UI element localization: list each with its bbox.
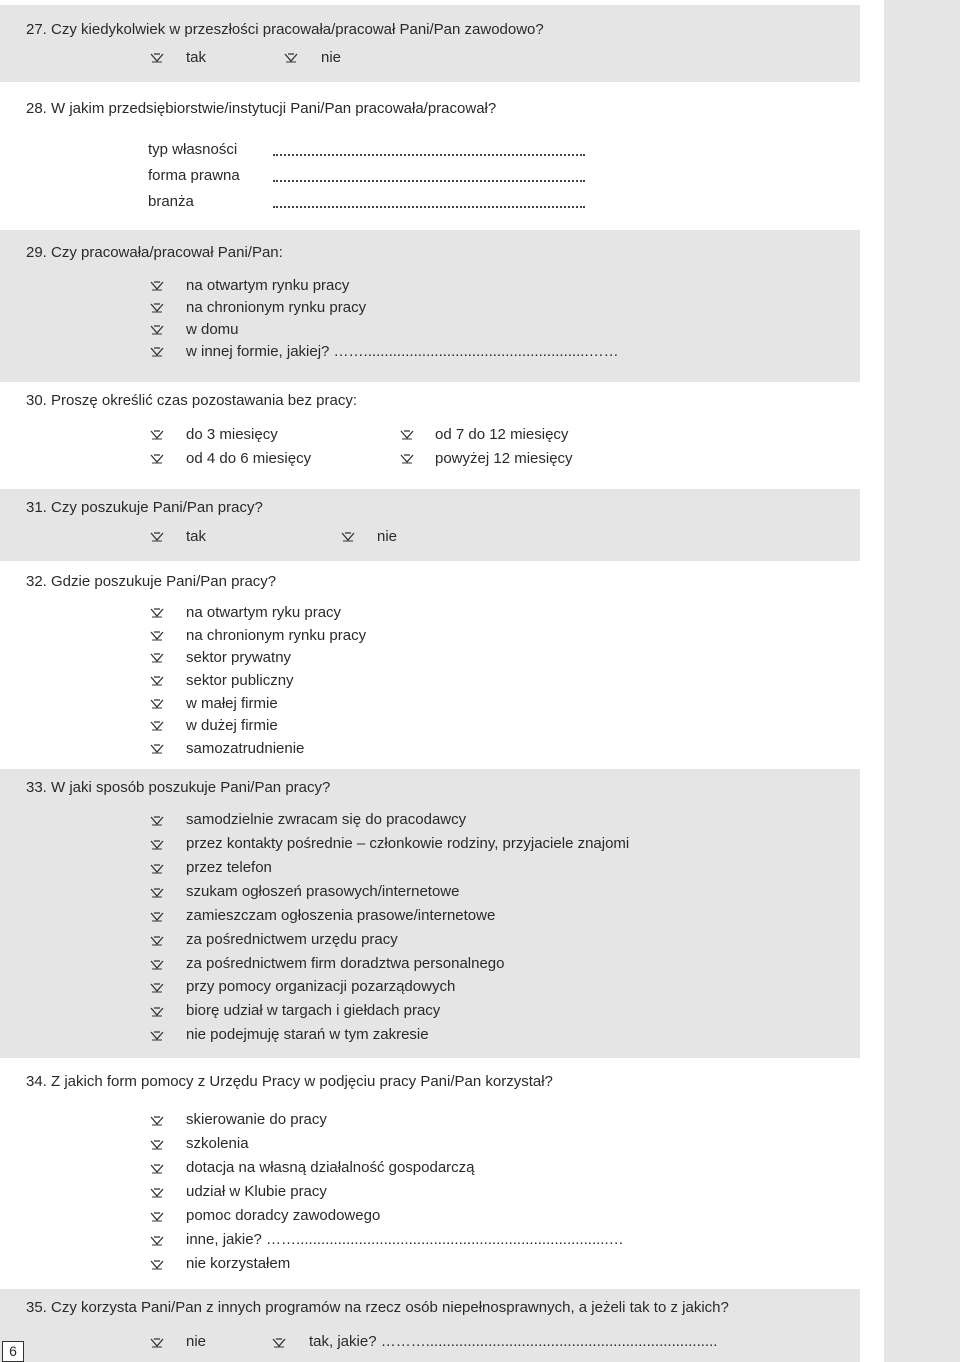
q29-question: 29. Czy pracowała/pracował Pani/Pan: [26, 244, 283, 261]
checkbox-icon[interactable] [150, 1115, 164, 1127]
checkbox-icon[interactable] [400, 429, 414, 441]
checkbox-icon[interactable] [150, 1163, 164, 1175]
q32-option: sektor prywatny [186, 649, 292, 666]
q30-option: powyżej 12 miesięcy [435, 450, 573, 467]
q28-field-label: branża [148, 193, 194, 210]
q34-option: pomoc doradcy zawodowego [186, 1207, 381, 1224]
q35-option-no: nie [186, 1333, 207, 1350]
checkbox-icon[interactable] [150, 1030, 164, 1042]
checkbox-icon[interactable] [150, 743, 164, 755]
q33-option: przy pomocy organizacji pozarządowych [186, 978, 456, 995]
checkbox-icon[interactable] [150, 52, 164, 64]
checkbox-icon[interactable] [150, 982, 164, 994]
q28-question: 28. W jakim przedsiębiorstwie/instytucji Pani/Pan pracowała/pracował? [26, 100, 497, 117]
checkbox-icon[interactable] [150, 815, 164, 827]
checkbox-icon[interactable] [150, 675, 164, 687]
q34-option: nie korzystałem [186, 1255, 291, 1272]
q29-option: na otwartym rynku pracy [186, 277, 350, 294]
q32-option: na otwartym ryku pracy [186, 604, 342, 621]
checkbox-icon[interactable] [150, 1337, 164, 1349]
q28-field-label: typ własności [148, 141, 238, 158]
q34-option: szkolenia [186, 1135, 249, 1152]
checkbox-icon[interactable] [150, 911, 164, 923]
checkbox-icon[interactable] [400, 453, 414, 465]
q27-option-yes: tak [186, 49, 207, 66]
q28-field-label: forma prawna [148, 167, 240, 184]
checkbox-icon[interactable] [150, 429, 164, 441]
checkbox-icon[interactable] [272, 1337, 286, 1349]
checkbox-icon[interactable] [341, 531, 355, 543]
q35-question: 35. Czy korzysta Pani/Pan z innych programów na rzecz osób niepełnosprawnych, a jeżeli tak to z jakich? [26, 1299, 729, 1316]
q29-option: w domu [186, 321, 239, 338]
checkbox-icon[interactable] [150, 1235, 164, 1247]
q33-option: szukam ogłoszeń prasowych/internetowe [186, 883, 460, 900]
q31-option-no: nie [377, 528, 398, 545]
checkbox-icon[interactable] [150, 453, 164, 465]
checkbox-icon[interactable] [150, 839, 164, 851]
q34-option: dotacja na własną działalność gospodarczą [186, 1159, 475, 1176]
checkbox-icon[interactable] [150, 280, 164, 292]
q33-option: biorę udział w targach i giełdach pracy [186, 1002, 441, 1019]
checkbox-icon[interactable] [150, 1259, 164, 1271]
q28-answer-line[interactable] [273, 198, 585, 208]
checkbox-icon[interactable] [150, 531, 164, 543]
q30-option: do 3 miesięcy [186, 426, 278, 443]
page-number: 6 [2, 1341, 24, 1362]
q28-answer-line[interactable] [273, 146, 585, 156]
q35-option-yes: tak, jakie? ………...................................................................... [309, 1333, 718, 1350]
checkbox-icon[interactable] [150, 959, 164, 971]
q33-option: nie podejmuję starań w tym zakresie [186, 1026, 429, 1043]
q27-question: 27. Czy kiedykolwiek w przeszłości pracowała/pracował Pani/Pan zawodowo? [26, 21, 544, 38]
q33-question: 33. W jaki sposób poszukuje Pani/Pan pracy? [26, 779, 331, 796]
checkbox-icon[interactable] [150, 302, 164, 314]
checkbox-icon[interactable] [150, 698, 164, 710]
checkbox-icon[interactable] [150, 1139, 164, 1151]
q29-option: na chronionym rynku pracy [186, 299, 367, 316]
checkbox-icon[interactable] [150, 863, 164, 875]
q30-option: od 4 do 6 miesięcy [186, 450, 312, 467]
q27-option-no: nie [321, 49, 342, 66]
q27-band [0, 5, 860, 82]
q31-option-yes: tak [186, 528, 207, 545]
q32-option: samozatrudnienie [186, 740, 305, 757]
q29-option: w innej formie, jakiej? ……......................................................…… [186, 343, 619, 360]
q33-option: zamieszczam ogłoszenia prasowe/internetowe [186, 907, 496, 924]
page-side-margin [884, 0, 960, 1362]
q34-option: inne, jakie? ……...........................................................................… [186, 1231, 624, 1248]
q32-option: w małej firmie [186, 695, 278, 712]
checkbox-icon[interactable] [150, 720, 164, 732]
checkbox-icon[interactable] [284, 52, 298, 64]
q33-option: za pośrednictwem firm doradztwa personalnego [186, 955, 505, 972]
q33-option: samodzielnie zwracam się do pracodawcy [186, 811, 467, 828]
checkbox-icon[interactable] [150, 887, 164, 899]
checkbox-icon[interactable] [150, 1006, 164, 1018]
q34-option: udział w Klubie pracy [186, 1183, 327, 1200]
q32-question: 32. Gdzie poszukuje Pani/Pan pracy? [26, 573, 277, 590]
q34-question: 34. Z jakich form pomocy z Urzędu Pracy w podjęciu pracy Pani/Pan korzystał? [26, 1073, 553, 1090]
checkbox-icon[interactable] [150, 607, 164, 619]
q32-option: na chronionym rynku pracy [186, 627, 367, 644]
checkbox-icon[interactable] [150, 1187, 164, 1199]
q33-option: przez telefon [186, 859, 272, 876]
checkbox-icon[interactable] [150, 346, 164, 358]
q28-answer-line[interactable] [273, 172, 585, 182]
checkbox-icon[interactable] [150, 935, 164, 947]
checkbox-icon[interactable] [150, 630, 164, 642]
q33-option: przez kontakty pośrednie – członkowie rodziny, przyjaciele znajomi [186, 835, 630, 852]
q32-option: sektor publiczny [186, 672, 294, 689]
checkbox-icon[interactable] [150, 1211, 164, 1223]
q34-option: skierowanie do pracy [186, 1111, 327, 1128]
checkbox-icon[interactable] [150, 324, 164, 336]
q32-option: w dużej firmie [186, 717, 278, 734]
q30-question: 30. Proszę określić czas pozostawania bez pracy: [26, 392, 357, 409]
q33-option: za pośrednictwem urzędu pracy [186, 931, 398, 948]
q31-question: 31. Czy poszukuje Pani/Pan pracy? [26, 499, 263, 516]
checkbox-icon[interactable] [150, 652, 164, 664]
q30-option: od 7 do 12 miesięcy [435, 426, 569, 443]
